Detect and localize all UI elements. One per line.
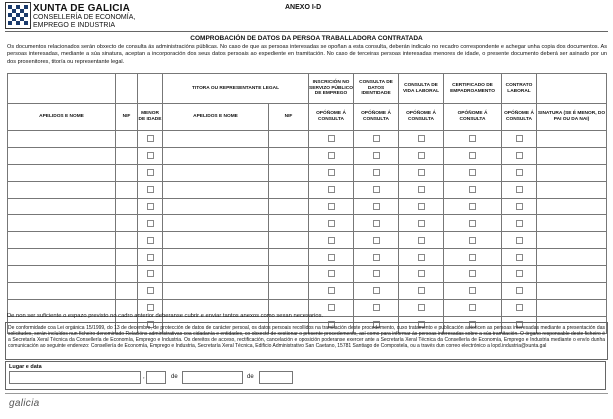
table-cell[interactable] xyxy=(116,164,138,181)
table-row xyxy=(8,283,607,300)
checkbox[interactable] xyxy=(516,169,523,176)
checkbox[interactable] xyxy=(418,152,425,159)
persons-table-body xyxy=(8,131,607,334)
header-guardian-nif: NIF xyxy=(269,104,309,131)
table-cell xyxy=(354,198,399,215)
checkbox[interactable] xyxy=(418,220,425,227)
table-cell xyxy=(309,181,354,198)
table-cell[interactable] xyxy=(537,249,607,266)
table-cell[interactable] xyxy=(163,232,269,249)
intro-paragraph: Os documentos relacionados serán obxecto de consulta ás administracións públicas. No caso de que as persoas interesadas se opoñan a esta consulta, deberán indicalo no recadro correspondente e achegar unha copia dos documentos. As persoas interesadas, mediante a súa sinatura, aceptan a incorporación dos seus datos persoais ao expediente en tramitación. No caso de terceiras persoas interesadas menores de idade, o presente documento deberá ser asinado por un dos proxenitores, titor/a ou representante legal. xyxy=(7,44,607,65)
table-cell xyxy=(138,283,163,300)
table-cell[interactable] xyxy=(8,266,116,283)
table-cell xyxy=(354,249,399,266)
document-title: COMPROBACIÓN DE DATOS DA PERSOA TRABALLADORA CONTRATADA xyxy=(190,35,423,42)
table-row xyxy=(8,147,607,164)
table-cell[interactable] xyxy=(8,131,116,148)
org-line-1: XUNTA DE GALICIA xyxy=(33,3,131,14)
table-cell xyxy=(309,198,354,215)
checkbox[interactable] xyxy=(418,186,425,193)
checkbox[interactable] xyxy=(469,152,476,159)
checkbox[interactable] xyxy=(328,254,335,261)
checkbox[interactable] xyxy=(328,270,335,277)
table-cell xyxy=(399,249,444,266)
org-line-2: CONSELLERÍA DE ECONOMÍA, xyxy=(33,14,136,21)
table-cell xyxy=(138,266,163,283)
header-oppose-3: OPÓÑOME Á CONSULTA xyxy=(399,104,444,131)
table-cell xyxy=(399,232,444,249)
checkbox[interactable] xyxy=(147,304,154,311)
checkbox[interactable] xyxy=(418,287,425,294)
table-row xyxy=(8,198,607,215)
checkbox[interactable] xyxy=(328,203,335,210)
table-cell xyxy=(399,283,444,300)
header-blank-3 xyxy=(138,74,163,104)
table-cell xyxy=(444,147,502,164)
header-employment-contract: CONTRATO LABORAL xyxy=(502,74,537,104)
table-cell[interactable] xyxy=(8,249,116,266)
checkbox[interactable] xyxy=(469,203,476,210)
table-cell xyxy=(354,164,399,181)
table-cell[interactable] xyxy=(163,283,269,300)
table-cell xyxy=(354,283,399,300)
checkbox[interactable] xyxy=(373,220,380,227)
checkbox[interactable] xyxy=(373,203,380,210)
table-cell[interactable] xyxy=(269,131,309,148)
organization-name xyxy=(33,3,135,30)
year-input[interactable] xyxy=(259,371,293,384)
table-cell xyxy=(138,164,163,181)
table-cell[interactable] xyxy=(269,232,309,249)
checkbox[interactable] xyxy=(147,135,154,142)
checkbox[interactable] xyxy=(147,152,154,159)
table-cell[interactable] xyxy=(537,131,607,148)
header-blank-4 xyxy=(537,74,607,104)
checkbox[interactable] xyxy=(147,169,154,176)
table-cell xyxy=(138,232,163,249)
checkbox[interactable] xyxy=(418,135,425,142)
checkbox[interactable] xyxy=(373,152,380,159)
table-cell[interactable] xyxy=(116,181,138,198)
table-cell[interactable] xyxy=(8,164,116,181)
checkbox[interactable] xyxy=(469,270,476,277)
checkbox[interactable] xyxy=(328,287,335,294)
table-cell xyxy=(138,215,163,232)
checkbox[interactable] xyxy=(147,203,154,210)
month-input[interactable] xyxy=(182,371,243,384)
checkbox[interactable] xyxy=(328,152,335,159)
checkbox[interactable] xyxy=(469,254,476,261)
persons-table xyxy=(7,73,607,334)
table-cell xyxy=(444,215,502,232)
footer-divider xyxy=(5,393,608,394)
table-cell[interactable] xyxy=(163,131,269,148)
table-cell xyxy=(444,181,502,198)
checkbox[interactable] xyxy=(516,304,523,311)
table-cell xyxy=(502,147,537,164)
table-cell xyxy=(444,164,502,181)
header-divider xyxy=(5,31,608,32)
table-cell[interactable] xyxy=(116,266,138,283)
table-cell xyxy=(309,249,354,266)
header-guardian-group: TITORA OU REPRESENTANTE LEGAL xyxy=(163,74,309,104)
table-row xyxy=(8,181,607,198)
table-row xyxy=(8,164,607,181)
annex-label: ANEXO I-D xyxy=(285,4,322,11)
checkbox[interactable] xyxy=(328,186,335,193)
checkbox[interactable] xyxy=(418,254,425,261)
header-signature: SINATURA (SE É MENOR, DO PAI OU DA NAI) xyxy=(537,104,607,131)
checkbox[interactable] xyxy=(328,135,335,142)
table-cell[interactable] xyxy=(269,283,309,300)
table-cell xyxy=(502,131,537,148)
checkbox[interactable] xyxy=(373,270,380,277)
table-cell xyxy=(309,215,354,232)
table-cell xyxy=(399,164,444,181)
checkbox[interactable] xyxy=(418,203,425,210)
table-cell[interactable] xyxy=(163,215,269,232)
table-cell[interactable] xyxy=(537,181,607,198)
table-cell[interactable] xyxy=(116,249,138,266)
table-cell[interactable] xyxy=(537,299,607,316)
table-row xyxy=(8,131,607,148)
checkbox[interactable] xyxy=(516,186,523,193)
galicia-logo: galicia xyxy=(9,398,40,409)
checkbox[interactable] xyxy=(516,135,523,142)
table-cell[interactable] xyxy=(8,215,116,232)
table-cell xyxy=(444,249,502,266)
table-cell[interactable] xyxy=(537,147,607,164)
table-cell xyxy=(502,181,537,198)
checkbox[interactable] xyxy=(328,220,335,227)
day-input[interactable] xyxy=(146,371,166,384)
table-cell[interactable] xyxy=(269,147,309,164)
header-full-name: APELIDOS E NOME xyxy=(8,104,116,131)
table-cell xyxy=(354,147,399,164)
table-cell xyxy=(399,181,444,198)
table-cell xyxy=(399,147,444,164)
checkbox[interactable] xyxy=(147,270,154,277)
table-cell xyxy=(309,266,354,283)
checkbox[interactable] xyxy=(328,237,335,244)
table-cell xyxy=(309,283,354,300)
table-row xyxy=(8,266,607,283)
data-protection-notice: De conformidade coa Lei orgánica 15/1999, do 13 de decembro, de protección de datos de carácter persoal, os datos persoais recollidos na tramitación deste procedemento, cuxo tratamento e publicación autoricen as persoas interesadas mediante a presentación das solicitudes, serán incluídos nun ficheiro denominado Relacións administrativas coa cidadanía e entidades, co obxecto de xestionar o presente procedemento, así como para informar ás persoas interesadas sobre a súa tramitación. O órgano responsable deste ficheiro é a Secretaría Xeral Técnica da Consellería de Economía, Emprego e Industria. Os dereitos de acceso, rectificación, cancelación e oposición poderanse exercer ante a Secretaría Xeral Técnica da Consellería de Economía, Emprego e Industria mediante o envío dunha comunicación ao seguinte enderezo: Consellería de Economía, Emprego e Industria, Secretaría Xeral Técnica, Edificio Administrativo San Caetano, 15781 Santiago de Compostela, ou a través dun correo electrónico a lopd.industria@xunta.gal xyxy=(5,322,608,360)
table-cell xyxy=(354,266,399,283)
checkbox[interactable] xyxy=(373,254,380,261)
checkbox[interactable] xyxy=(328,169,335,176)
checkbox[interactable] xyxy=(147,287,154,294)
comma-separator: , xyxy=(143,374,145,380)
table-cell[interactable] xyxy=(163,164,269,181)
table-cell[interactable] xyxy=(8,181,116,198)
checkbox[interactable] xyxy=(469,169,476,176)
table-cell xyxy=(502,198,537,215)
header-blank-2 xyxy=(116,74,138,104)
checkbox[interactable] xyxy=(516,254,523,261)
table-cell xyxy=(309,164,354,181)
checkbox[interactable] xyxy=(516,220,523,227)
checkbox[interactable] xyxy=(147,186,154,193)
table-cell[interactable] xyxy=(163,181,269,198)
checkbox[interactable] xyxy=(147,254,154,261)
table-cell xyxy=(354,181,399,198)
table-cell xyxy=(399,198,444,215)
table-cell xyxy=(138,249,163,266)
table-cell xyxy=(502,164,537,181)
header-oppose-2: OPÓÑOME Á CONSULTA xyxy=(354,104,399,131)
header-identity-check: CONSULTA DE DATOS IDENTIDADE xyxy=(354,74,399,104)
checkbox[interactable] xyxy=(469,135,476,142)
space-note: De non ser suficiente o espazo previsto no cadro anterior deberanse cubrir e enviar tantos anexos como sexan necesarios. xyxy=(7,313,324,319)
table-cell[interactable] xyxy=(269,266,309,283)
table-cell xyxy=(354,215,399,232)
table-cell[interactable] xyxy=(537,215,607,232)
table-cell xyxy=(309,147,354,164)
header-nif: NIF xyxy=(116,104,138,131)
table-cell[interactable] xyxy=(269,215,309,232)
table-cell xyxy=(502,283,537,300)
table-cell[interactable] xyxy=(163,249,269,266)
table-row xyxy=(8,215,607,232)
place-date-label: Lugar e data xyxy=(9,364,42,370)
checkbox[interactable] xyxy=(516,270,523,277)
table-cell xyxy=(444,266,502,283)
table-cell xyxy=(354,131,399,148)
table-cell xyxy=(502,249,537,266)
table-cell xyxy=(354,232,399,249)
table-cell xyxy=(399,131,444,148)
checkbox[interactable] xyxy=(147,237,154,244)
table-cell xyxy=(502,215,537,232)
table-cell xyxy=(444,283,502,300)
table-cell[interactable] xyxy=(537,283,607,300)
de-separator-2: de xyxy=(247,374,254,380)
table-cell[interactable] xyxy=(116,198,138,215)
checkbox[interactable] xyxy=(373,304,380,311)
table-cell xyxy=(309,131,354,148)
header-blank-1 xyxy=(8,74,116,104)
checkbox[interactable] xyxy=(469,304,476,311)
checkbox[interactable] xyxy=(373,169,380,176)
table-cell xyxy=(444,299,502,316)
header-minor: MENOR DE IDADE xyxy=(138,104,163,131)
checkbox[interactable] xyxy=(469,220,476,227)
table-cell xyxy=(138,198,163,215)
checkbox[interactable] xyxy=(373,186,380,193)
table-cell[interactable] xyxy=(8,198,116,215)
checkbox[interactable] xyxy=(418,270,425,277)
table-cell xyxy=(138,181,163,198)
table-cell[interactable] xyxy=(8,283,116,300)
table-cell xyxy=(444,198,502,215)
checkbox[interactable] xyxy=(469,237,476,244)
table-cell xyxy=(138,131,163,148)
table-cell[interactable] xyxy=(163,198,269,215)
table-cell xyxy=(399,215,444,232)
table-cell xyxy=(502,266,537,283)
table-cell[interactable] xyxy=(537,164,607,181)
table-cell[interactable] xyxy=(163,266,269,283)
checkbox[interactable] xyxy=(469,287,476,294)
table-cell[interactable] xyxy=(8,232,116,249)
table-cell xyxy=(138,147,163,164)
table-row xyxy=(8,232,607,249)
table-cell xyxy=(399,266,444,283)
table-cell[interactable] xyxy=(116,283,138,300)
header-oppose-5: OPÓÑOME Á CONSULTA xyxy=(502,104,537,131)
table-cell xyxy=(502,232,537,249)
table-cell[interactable] xyxy=(116,147,138,164)
checkbox[interactable] xyxy=(328,304,335,311)
table-cell[interactable] xyxy=(163,147,269,164)
table-cell xyxy=(309,232,354,249)
checkbox[interactable] xyxy=(418,237,425,244)
checkbox[interactable] xyxy=(147,220,154,227)
table-cell xyxy=(354,299,399,316)
checkbox[interactable] xyxy=(516,287,523,294)
table-cell[interactable] xyxy=(116,215,138,232)
table-cell[interactable] xyxy=(269,164,309,181)
place-input[interactable] xyxy=(9,371,141,384)
checkbox[interactable] xyxy=(373,135,380,142)
header-oppose-4: OPÓÑOME Á CONSULTA xyxy=(444,104,502,131)
table-cell xyxy=(502,299,537,316)
header-work-history: CONSULTA DE VIDA LABORAL xyxy=(399,74,444,104)
header-oppose-1: OPÓÑOME Á CONSULTA xyxy=(309,104,354,131)
table-row xyxy=(8,249,607,266)
checkbox[interactable] xyxy=(516,152,523,159)
checkbox[interactable] xyxy=(373,237,380,244)
xunta-shield-logo xyxy=(5,2,31,29)
de-separator-1: de xyxy=(171,374,178,380)
checkbox[interactable] xyxy=(418,169,425,176)
header-registration-certificate: CERTIFICADO DE EMPADROAMENTO xyxy=(444,74,502,104)
org-line-3: EMPREGO E INDUSTRIA xyxy=(33,22,116,29)
checkbox[interactable] xyxy=(516,237,523,244)
table-cell[interactable] xyxy=(269,181,309,198)
table-cell xyxy=(444,131,502,148)
table-cell[interactable] xyxy=(537,198,607,215)
header-employment-service: INSCRICIÓN NO SERVIZO PÚBLICO DE EMPREGO xyxy=(309,74,354,104)
table-cell[interactable] xyxy=(537,232,607,249)
checkbox[interactable] xyxy=(516,203,523,210)
checkbox[interactable] xyxy=(373,287,380,294)
table-cell[interactable] xyxy=(537,266,607,283)
checkbox[interactable] xyxy=(418,304,425,311)
table-cell[interactable] xyxy=(269,198,309,215)
table-cell xyxy=(444,232,502,249)
header-guardian-name: APELIDOS E NOME xyxy=(163,104,269,131)
table-cell[interactable] xyxy=(8,147,116,164)
table-cell[interactable] xyxy=(269,249,309,266)
table-cell[interactable] xyxy=(116,131,138,148)
checkbox[interactable] xyxy=(469,186,476,193)
table-cell xyxy=(399,299,444,316)
table-cell[interactable] xyxy=(116,232,138,249)
